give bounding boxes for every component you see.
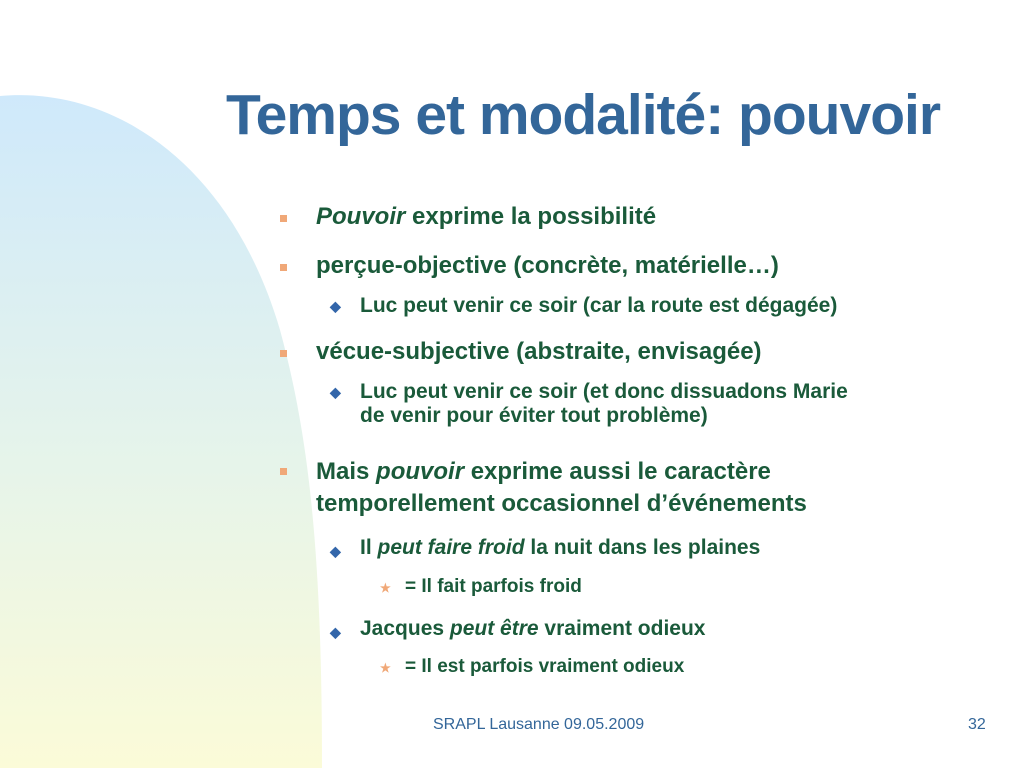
page-number: 32 — [968, 716, 986, 733]
sub-sub-bullet-item: = Il fait parfois froid — [405, 576, 582, 597]
diamond-bullet-icon: ◆ — [330, 543, 341, 559]
square-bullet-icon — [280, 215, 287, 222]
bullet-item: Mais pouvoir exprime aussi le caractère temporellement occasionnel d’événements — [316, 458, 807, 517]
slide-title: Temps et modalité: pouvoir — [226, 83, 941, 147]
square-bullet-icon — [280, 468, 287, 475]
diamond-bullet-icon: ◆ — [330, 624, 341, 640]
diamond-bullet-icon: ◆ — [330, 384, 341, 400]
footer-text: SRAPL Lausanne 09.05.2009 — [433, 716, 645, 733]
sub-bullet-item: Jacques peut être vraiment odieux — [360, 617, 706, 640]
bullet-item: perçue-objective (concrète, matérielle…) — [316, 252, 779, 279]
square-bullet-icon — [280, 350, 287, 357]
sub-bullet-item: Luc peut venir ce soir (car la route est dégagée) — [360, 294, 838, 317]
star-bullet-icon: ★ — [380, 581, 391, 595]
diamond-bullet-icon: ◆ — [330, 298, 341, 314]
sub-bullet-item: Il peut faire froid la nuit dans les plaines — [360, 536, 761, 559]
sub-sub-bullet-item: = Il est parfois vraiment odieux — [405, 656, 685, 677]
sub-bullet-item: Luc peut venir ce soir (et donc dissuadons Marie de venir pour éviter tout problème) — [360, 380, 848, 427]
square-bullet-icon — [280, 264, 287, 271]
bullet-item: vécue-subjective (abstraite, envisagée) — [316, 338, 762, 365]
star-bullet-icon: ★ — [380, 661, 391, 675]
bullet-item: Pouvoir exprime la possibilité — [316, 203, 657, 230]
